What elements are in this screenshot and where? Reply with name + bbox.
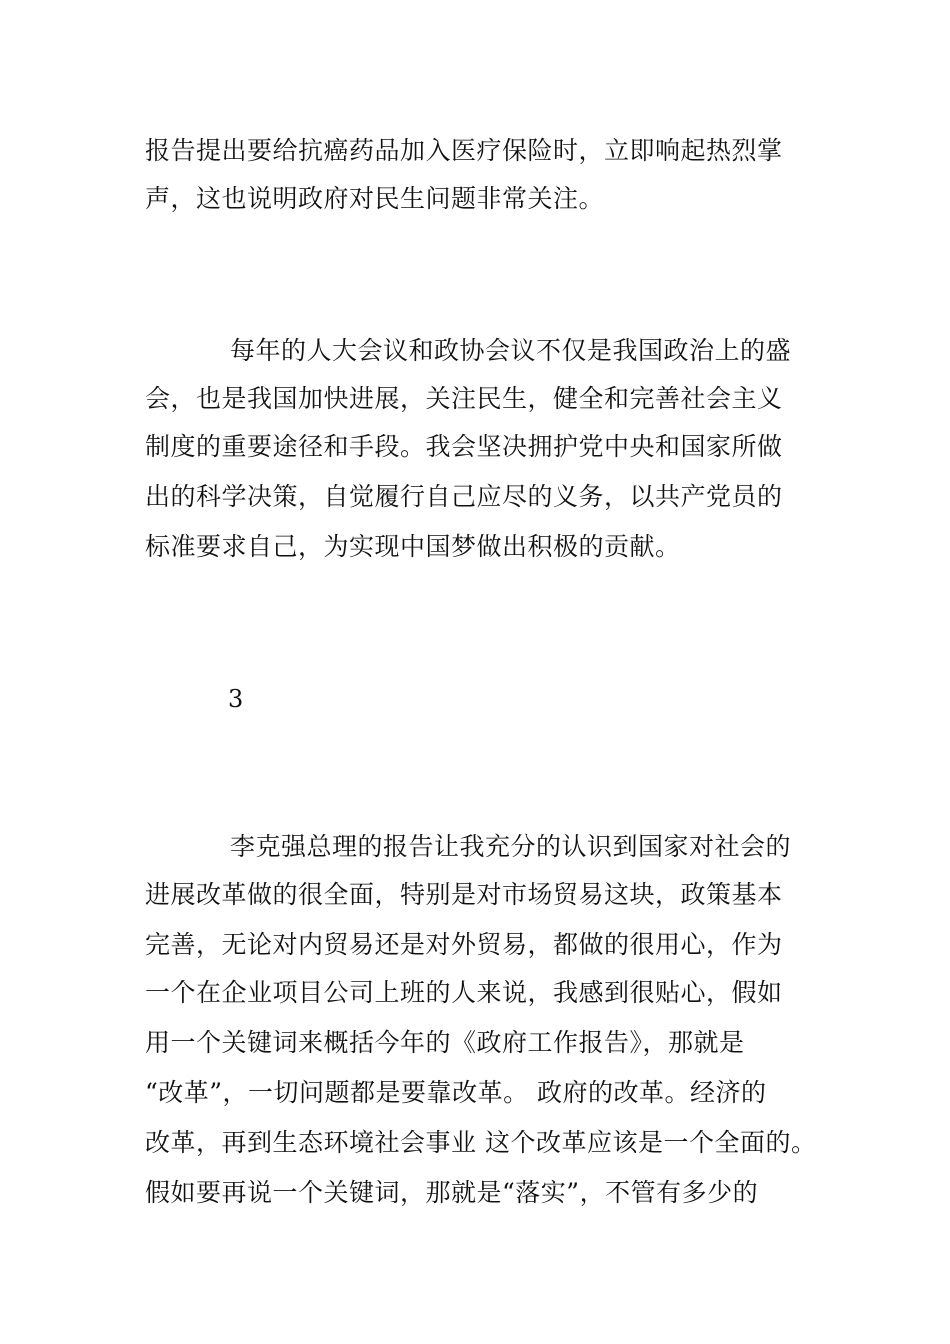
paragraph-3-line-2: 进展改革做的很全面，特别是对市场贸易这块，政策基本 [145, 880, 783, 909]
paragraph-3-line-3: 完善，无论对内贸易还是对外贸易，都做的很用心，作为 [145, 930, 783, 959]
paragraph-1-line-2: 声，这也说明政府对民生问题非常关注。 [145, 184, 605, 213]
paragraph-2-line-5: 标准要求自己，为实现中国梦做出积极的贡献。 [145, 532, 681, 561]
paragraph-3-line-7: 改革，再到生态环境社会事业 这个改革应该是一个全面的。 [145, 1128, 817, 1157]
paragraph-3-line-5: 用一个关键词来概括今年的《政府工作报告》，那就是 [145, 1028, 745, 1057]
paragraph-2-line-2: 会，也是我国加快进展，关注民生，健全和完善社会主义 [145, 384, 783, 413]
paragraph-3-line-4: 一个在企业项目公司上班的人来说，我感到很贴心，假如 [145, 978, 783, 1007]
paragraph-1-line-1: 报告提出要给抗癌药品加入医疗保险时，立即响起热烈掌 [145, 136, 783, 165]
section-number: 3 [228, 685, 244, 713]
paragraph-2-line-1: 每年的人大会议和政协会议不仅是我国政治上的盛 [230, 336, 792, 365]
paragraph-2-line-3: 制度的重要途径和手段。我会坚决拥护党中央和国家所做 [145, 432, 783, 461]
paragraph-3-line-1: 李克强总理的报告让我充分的认识到国家对社会的 [230, 832, 792, 861]
paragraph-2-line-4: 出的科学决策，自觉履行自己应尽的义务，以共产党员的 [145, 482, 783, 511]
paragraph-3-line-8: 假如要再说一个关键词，那就是“落实”，不管有多少的 [145, 1178, 759, 1207]
paragraph-3-line-6: “改革”，一切问题都是要靠改革。 政府的改革。经济的 [145, 1078, 767, 1107]
